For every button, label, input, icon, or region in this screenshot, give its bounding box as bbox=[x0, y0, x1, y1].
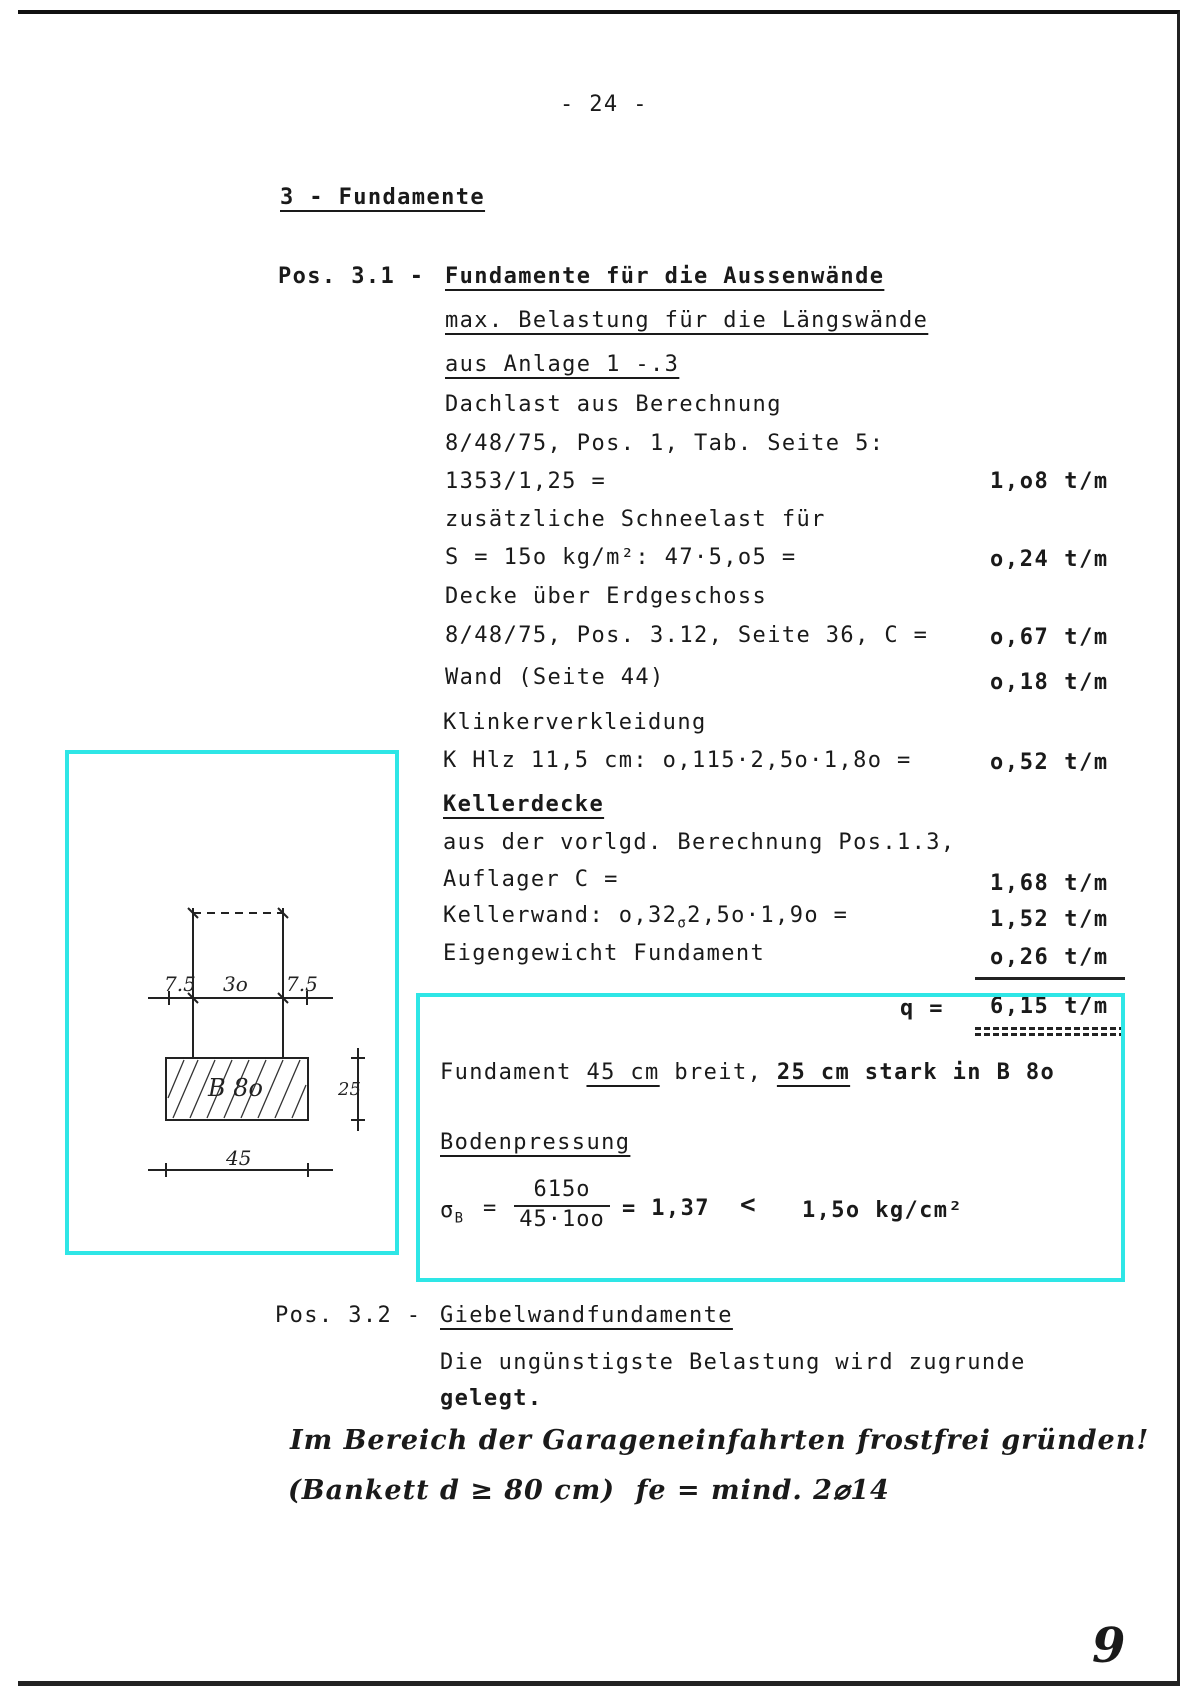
pos31-line7: zusätzliche Schneelast für bbox=[445, 507, 826, 532]
page-number: - 24 - bbox=[560, 92, 648, 117]
pos31-line9: Decke über Erdgeschoss bbox=[445, 584, 768, 609]
bodenpressung: Bodenpressung bbox=[440, 1130, 631, 1155]
pos31-line6: 1353/1,25 = bbox=[445, 469, 607, 494]
handwritten-line1: Im Bereich der Garageneinfahrten frostfrei gründen! bbox=[290, 1425, 1150, 1456]
handwritten-line2: (Bankett d ≥ 80 cm) fe = mind. 2⌀14 bbox=[288, 1475, 890, 1506]
pos31-line5: 8/48/75, Pos. 1, Tab. Seite 5: bbox=[445, 431, 885, 456]
fundament-post: stark in B 8o bbox=[864, 1060, 1056, 1085]
pos31-line12: Klinkerverkleidung bbox=[443, 710, 707, 735]
pos32-line3: gelegt. bbox=[440, 1386, 543, 1411]
value-decke: o,67 t/m bbox=[990, 625, 1109, 650]
kellerwand-text: Kellerwand: o,32 bbox=[443, 903, 678, 928]
pos32-line2: Die ungünstigste Belastung wird zugrunde bbox=[440, 1350, 1026, 1375]
pos31-line2: max. Belastung für die Längswände bbox=[445, 308, 929, 333]
pos31-line10: 8/48/75, Pos. 3.12, Seite 36, C = bbox=[445, 623, 929, 648]
value-wand: o,18 t/m bbox=[990, 670, 1109, 695]
value-klinker: o,52 t/m bbox=[990, 750, 1109, 775]
pos31-line4: Dachlast aus Berechnung bbox=[445, 392, 782, 417]
less-than: < bbox=[740, 1190, 758, 1220]
pos31-line14: Kellerdecke bbox=[443, 792, 605, 817]
sketch-inner: B 8o bbox=[208, 1074, 263, 1102]
corner-mark: 9 bbox=[1092, 1618, 1127, 1674]
pos31-line15: aus der vorlgd. Berechnung Pos.1.3, bbox=[443, 830, 956, 855]
value-auflager: 1,68 t/m bbox=[990, 871, 1109, 896]
allowable: 1,5o kg/cm² bbox=[802, 1198, 964, 1223]
sum-line bbox=[975, 977, 1125, 980]
pos31-line17 bbox=[443, 903, 848, 931]
kellerwand-rest: 2,5o·1,9o = bbox=[687, 903, 849, 928]
section-title: 3 - Fundamente bbox=[280, 185, 486, 210]
value-dachlast: 1,o8 t/m bbox=[990, 469, 1109, 494]
fundament-line bbox=[440, 1060, 1055, 1085]
pos31-title: Fundamente für die Aussenwände bbox=[445, 264, 885, 289]
fundament-width: 45 cm bbox=[586, 1060, 660, 1085]
kellerwand-sub: σ bbox=[677, 915, 688, 932]
pos31-line13: K Hlz 11,5 cm: o,115·2,5o·1,8o = bbox=[443, 748, 912, 773]
pos32-label: Pos. 3.2 - bbox=[275, 1303, 422, 1328]
numerator: 615o bbox=[533, 1177, 591, 1202]
pos31-line8: S = 15o kg/m²: 47·5,o5 = bbox=[445, 545, 797, 570]
pos31-label: Pos. 3.1 - bbox=[278, 264, 425, 289]
value-kellerwand: 1,52 t/m bbox=[990, 907, 1109, 932]
fundament-pre: Fundament bbox=[440, 1060, 572, 1085]
value-eigengewicht: o,26 t/m bbox=[990, 945, 1109, 970]
denominator: 45·1oo bbox=[519, 1207, 605, 1232]
sketch-top-mid: 3o bbox=[223, 972, 248, 996]
q-value: 6,15 t/m bbox=[990, 994, 1109, 1019]
formula-result: = 1,37 bbox=[622, 1196, 710, 1221]
sketch-top-right: 7.5 bbox=[286, 972, 318, 996]
q-label: q = bbox=[900, 996, 944, 1021]
sketch-top-left: 7.5 bbox=[164, 972, 196, 996]
fundament-depth: 25 cm bbox=[776, 1060, 851, 1085]
fundament-mid: breit, bbox=[674, 1060, 763, 1085]
foundation-sketch bbox=[68, 753, 396, 1252]
formula-eq: = bbox=[483, 1196, 498, 1221]
pos31-line16: Auflager C = bbox=[443, 867, 619, 892]
sigma-symbol: $\sigma_B$ bbox=[440, 1198, 465, 1227]
sketch-width: 45 bbox=[226, 1146, 252, 1170]
pos31-line18: Eigengewicht Fundament bbox=[443, 941, 766, 966]
pos31-line3: aus Anlage 1 -.3 bbox=[445, 352, 680, 377]
pos31-line11: Wand (Seite 44) bbox=[445, 665, 665, 690]
value-schneelast: o,24 t/m bbox=[990, 547, 1109, 572]
pos32-title: Giebelwandfundamente bbox=[440, 1303, 733, 1328]
sketch-height: 25 bbox=[338, 1079, 361, 1100]
